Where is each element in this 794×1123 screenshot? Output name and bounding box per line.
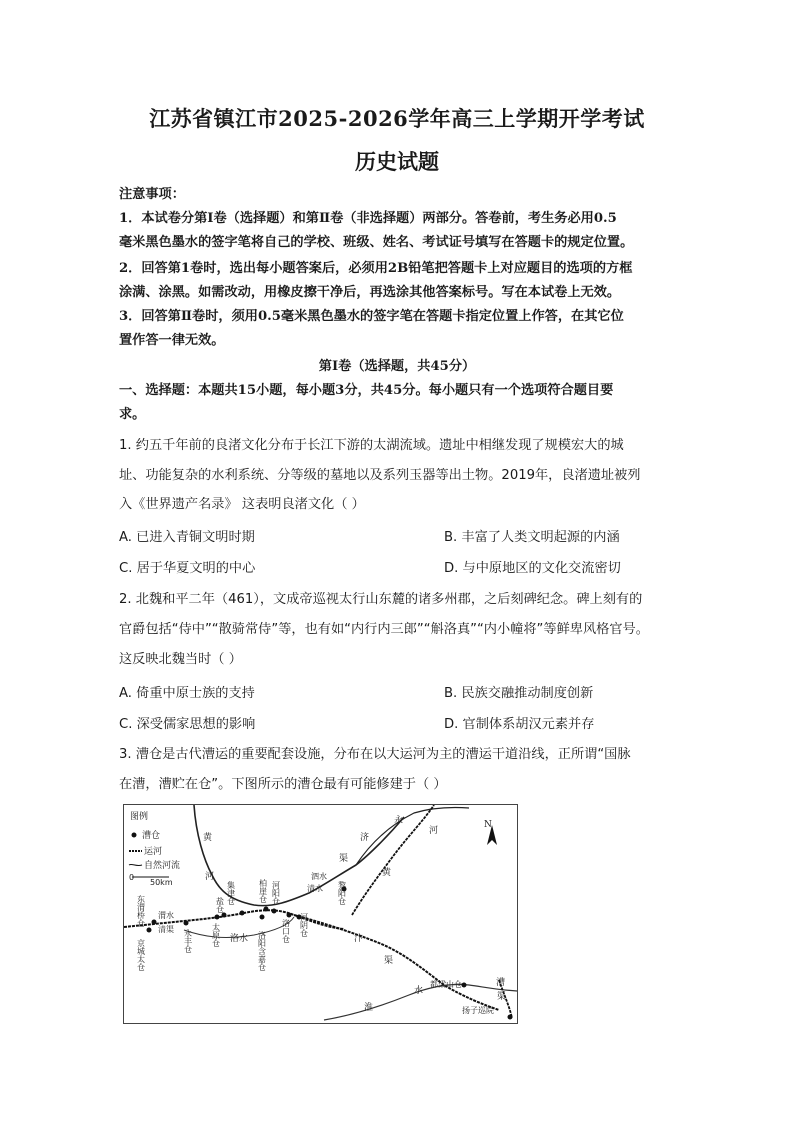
exam-subtitle: 历史试题: [355, 149, 439, 174]
river-label: 水: [414, 986, 424, 996]
granary-label: 扬子巡院: [462, 1006, 494, 1015]
question-1-option-a[interactable]: A. 已进入青铜文明时期: [119, 530, 255, 545]
granary-dot: [260, 915, 265, 920]
question-1-option-c[interactable]: C. 居于华夏文明的中心: [119, 561, 256, 576]
question-2-text: 这反映北魏当时（ ）: [119, 652, 242, 667]
yellow-river: [194, 805, 404, 906]
granary-label: 洛口仓: [281, 919, 291, 943]
river-label: 清水: [307, 884, 323, 893]
map-canvas: [124, 805, 517, 1023]
river-label: 济: [360, 833, 370, 843]
yongji-canal: [352, 805, 434, 915]
river-label: 永: [394, 816, 404, 826]
river-label: 黄: [382, 868, 392, 878]
granary-label: 都梁山仓: [430, 980, 462, 989]
river-label: 渭水: [158, 911, 174, 920]
question-3-text: 3. 漕仓是古代漕运的重要配套设施，分布在以大运河为主的漕运干道沿线，正所谓“国脉: [119, 747, 631, 762]
question-1-text: 1. 约五千年前的良渚文化分布于长江下游的太湖流域。遗址中相继发现了规模宏大的城: [119, 438, 624, 453]
legend-canal: 运河: [144, 847, 163, 857]
river-label: 黄: [203, 833, 213, 843]
granary-dot: [215, 915, 220, 920]
section-intro: 求。: [119, 407, 146, 422]
question-1-text: 入《世界遗产名录》 这表明良渚文化（ ）: [119, 497, 365, 512]
notice-heading: 注意事项：: [119, 187, 185, 202]
granary-label: 太原仓: [211, 923, 221, 947]
river-label: 泗水: [311, 872, 327, 881]
granary-label: 盐仓: [215, 897, 225, 913]
granary-dot: [240, 911, 245, 916]
section-title: 第Ⅰ卷（选择题，共45分）: [318, 359, 476, 374]
scale-label: 50km: [150, 878, 173, 887]
question-2-option-c[interactable]: C. 深受儒家思想的影响: [119, 717, 256, 732]
granary-dot: [152, 920, 157, 925]
canal-granary-map: [123, 804, 518, 1024]
granary-label: 集津仓: [226, 881, 236, 905]
legend-river-line: [129, 864, 142, 865]
river-label: 淮: [364, 1003, 374, 1013]
granary-dot: [147, 928, 152, 933]
river-label: 河: [205, 872, 215, 882]
question-2-option-d[interactable]: D. 官制体系胡汉元素并存: [444, 717, 595, 732]
granary-dot: [264, 907, 269, 912]
question-1-option-b[interactable]: B. 丰富了人类文明起源的内涵: [444, 530, 620, 545]
question-2-option-b[interactable]: B. 民族交融推动制度创新: [444, 686, 594, 701]
river-label: 洛水: [230, 934, 249, 944]
river-label: 渠: [497, 992, 507, 1002]
granary-label: 黎阳仓: [337, 881, 347, 905]
yellow-river-branch: [356, 808, 469, 865]
legend-title: 图例: [130, 812, 149, 822]
granary-label: 河阴仓: [299, 913, 309, 937]
granary-label: 洛阳含嘉仓: [257, 931, 267, 971]
granary-label: 东渭桥仓: [136, 895, 146, 927]
question-2-text: 2. 北魏和平二年（461），文成帝巡视太行山东麓的诸多州郡，之后刻碑纪念。碑上刻有的: [119, 592, 643, 607]
granary-label: 河阳仓: [271, 881, 281, 905]
river-label: 渠: [384, 956, 394, 966]
river-label: 清渠: [158, 925, 174, 934]
question-2-option-a[interactable]: A. 倚重中原士族的支持: [119, 686, 255, 701]
granary-dot: [222, 913, 227, 918]
legend-granary: 漕仓: [142, 831, 161, 841]
notice-line: 3．回答第Ⅱ卷时，须用0.5毫米黑色墨水的签字笔在答题卡指定位置上作答，在其它位: [119, 309, 624, 324]
granary-dot: [272, 909, 277, 914]
river-label: 河: [429, 826, 439, 836]
question-1-text: 址、功能复杂的水利系统、分等级的墓地以及系列玉器等出土物。2019年，良渚遗址被列: [119, 468, 641, 483]
legend-river: 自然河流: [144, 861, 181, 871]
exam-title: 江苏省镇江市2025-2026学年高三上学期开学考试: [149, 106, 645, 131]
river-label: 渠: [339, 854, 349, 864]
question-2-text: 官爵包括“侍中”“散骑常侍”等，也有如“内行内三郎”“斛洛真”“内小幢将”等鲜卑风格官号。: [119, 622, 649, 637]
granary-label: 京城太仓: [136, 939, 146, 971]
legend-granary-dot: [132, 833, 137, 838]
granary-label: 永丰仓: [183, 929, 193, 953]
river-label: 汴: [354, 934, 364, 944]
notice-line: 1．本试卷分第Ⅰ卷（选择题）和第Ⅱ卷（非选择题）两部分。答卷前，考生务必用0.5: [119, 211, 617, 226]
bian-canal: [294, 915, 499, 1010]
river-label: 漕: [496, 978, 506, 988]
scale-zero: 0: [129, 873, 135, 882]
granary-dot: [462, 983, 467, 988]
question-1-option-d[interactable]: D. 与中原地区的文化交流密切: [444, 561, 621, 576]
granary-label: 柏崖仓: [258, 879, 268, 903]
notice-line: 置作答一律无效。: [119, 333, 225, 348]
notice-line: 涂满、涂黑。如需改动，用橡皮擦干净后，再选涂其他答案标号。写在本试卷上无效。: [119, 285, 621, 300]
question-3-text: 在漕，漕贮在仓”。下图所示的漕仓最有可能修建于（ ）: [119, 777, 447, 792]
notice-line: 2．回答第1卷时，选出每小题答案后，必须用2B铅笔把答题卡上对应题目的选项的方框: [119, 261, 633, 276]
notice-line: 毫米黑色墨水的签字笔将自己的学校、班级、姓名、考试证号填写在答题卡的规定位置。: [119, 235, 634, 250]
section-intro: 一、选择题：本题共15小题，每小题3分，共45分。每小题只有一个选项符合题目要: [119, 383, 614, 398]
granary-dot: [287, 913, 292, 918]
north-label: N: [484, 820, 492, 830]
granary-dot: [184, 921, 189, 926]
granary-dot: [508, 1015, 513, 1020]
